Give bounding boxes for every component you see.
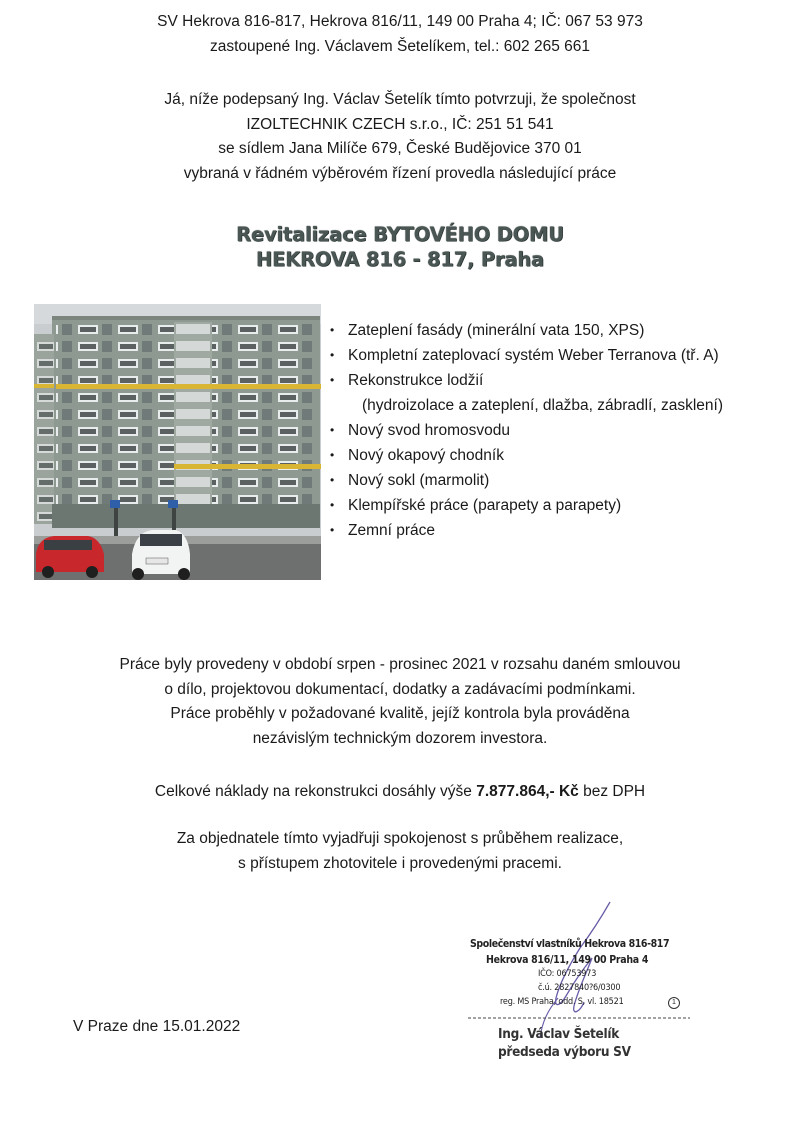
signature-stamp — [460, 898, 700, 1073]
header-line-2: zastoupené Ing. Václavem Šetelíkem, tel.: 602 265 661 — [210, 37, 590, 55]
works-list — [330, 318, 790, 543]
confirmation-line-4: vybraná v řádném výběrovém řízení provedla následující práce — [183, 164, 617, 182]
title-line-1: Revitalizace BYTOVÉHO DOMU — [236, 223, 564, 246]
bullet-icon: • — [330, 448, 335, 462]
works-item — [330, 418, 790, 443]
bullet-icon: • — [330, 373, 335, 387]
works-item — [330, 493, 790, 518]
works-item-text: Rekonstrukce lodžií — [348, 372, 484, 389]
works-item-text: Klempířské práce (parapety a parapety) — [348, 497, 622, 514]
works-item — [330, 518, 790, 543]
cost-statement — [0, 780, 800, 805]
cost-amount: 7.877.864,- Kč — [476, 783, 579, 800]
confirmation-line-2: IZOLTECHNIK CZECH s.r.o., IČ: 251 51 541 — [246, 115, 554, 133]
thanks-line-2: s přístupem zhotovitele i provedenými pracemi. — [238, 854, 562, 872]
bullet-icon: • — [330, 323, 335, 337]
summary-paragraph — [0, 653, 800, 751]
building-photo — [34, 304, 321, 580]
confirmation-paragraph — [0, 88, 800, 186]
bullet-icon: • — [330, 473, 335, 487]
works-item-text: Zemní práce — [348, 522, 436, 539]
summary-line-4: nezávislým technickým dozorem investora. — [252, 729, 548, 747]
confirmation-line-1: Já, níže podepsaný Ing. Václav Šetelík tímto potvrzuji, že společnost — [164, 91, 636, 108]
works-item-detail-text: (hydroizolace a zateplení, dlažba, zábradlí, zasklení) — [362, 397, 724, 414]
stamp-circle-mark: 1 — [668, 997, 680, 1009]
cost-prefix: Celkové náklady na rekonstrukci dosáhly výše — [154, 783, 472, 800]
summary-line-3: Práce proběhly v požadované kvalitě, jejíž kontrola byla prováděna — [170, 705, 630, 722]
signatory-name: Ing. Václav Šetelík — [498, 1026, 619, 1042]
cost-line — [0, 780, 800, 805]
bullet-icon: • — [330, 348, 335, 362]
confirmation-line-3: se sídlem Jana Milíče 679, České Budějovice 370 01 — [218, 140, 582, 157]
works-item — [330, 468, 790, 493]
sender-header — [0, 10, 800, 59]
document-title — [0, 222, 800, 272]
cost-suffix: bez DPH — [583, 783, 646, 800]
works-item — [330, 343, 790, 368]
stamp-account: č.ú. 2827840?6/0300 — [538, 983, 621, 993]
thanks-line-1: Za objednatele tímto vyjadřuji spokojenost s průběhem realizace, — [176, 830, 624, 847]
summary-line-1: Práce byly provedeny v období srpen - prosinec 2021 v rozsahu daném smlouvou — [119, 656, 681, 673]
stamp-registration: reg. MS Praha, odd. S, vl. 18521 — [500, 997, 624, 1007]
works-item-detail — [330, 393, 790, 418]
bullet-icon: • — [330, 498, 335, 512]
header-line-1: SV Hekrova 816-817, Hekrova 816/11, 149 00 Praha 4; IČ: 067 53 973 — [157, 13, 643, 30]
stamp-address: Hekrova 816/11, 149 00 Praha 4 — [486, 954, 649, 966]
stamp-ico: IČO: 06753973 — [538, 969, 597, 979]
works-item-text: Zateplení fasády (minerální vata 150, XPS) — [348, 322, 645, 339]
date-line: V Praze dne 15.01.2022 — [73, 1018, 241, 1035]
stamp-org-name: Společenství vlastníků Hekrova 816-817 — [470, 938, 670, 950]
satisfaction-paragraph — [0, 827, 800, 876]
works-item-text: Nový sokl (marmolit) — [348, 472, 490, 489]
bullet-icon: • — [330, 523, 335, 537]
summary-line-2: o dílo, projektovou dokumentací, dodatky a zadávacími podmínkami. — [164, 680, 636, 698]
works-item — [330, 318, 790, 343]
bullet-icon: • — [330, 423, 335, 437]
works-item-text: Kompletní zateplovací systém Weber Terranova (tř. A) — [348, 347, 719, 364]
works-item — [330, 368, 790, 393]
works-item-text: Nový svod hromosvodu — [348, 422, 510, 439]
signatory-role: předseda výboru SV — [498, 1044, 631, 1060]
title-line-2: HEKROVA 816 - 817, Praha — [255, 248, 545, 271]
works-item — [330, 443, 790, 468]
works-item-text: Nový okapový chodník — [348, 447, 504, 464]
